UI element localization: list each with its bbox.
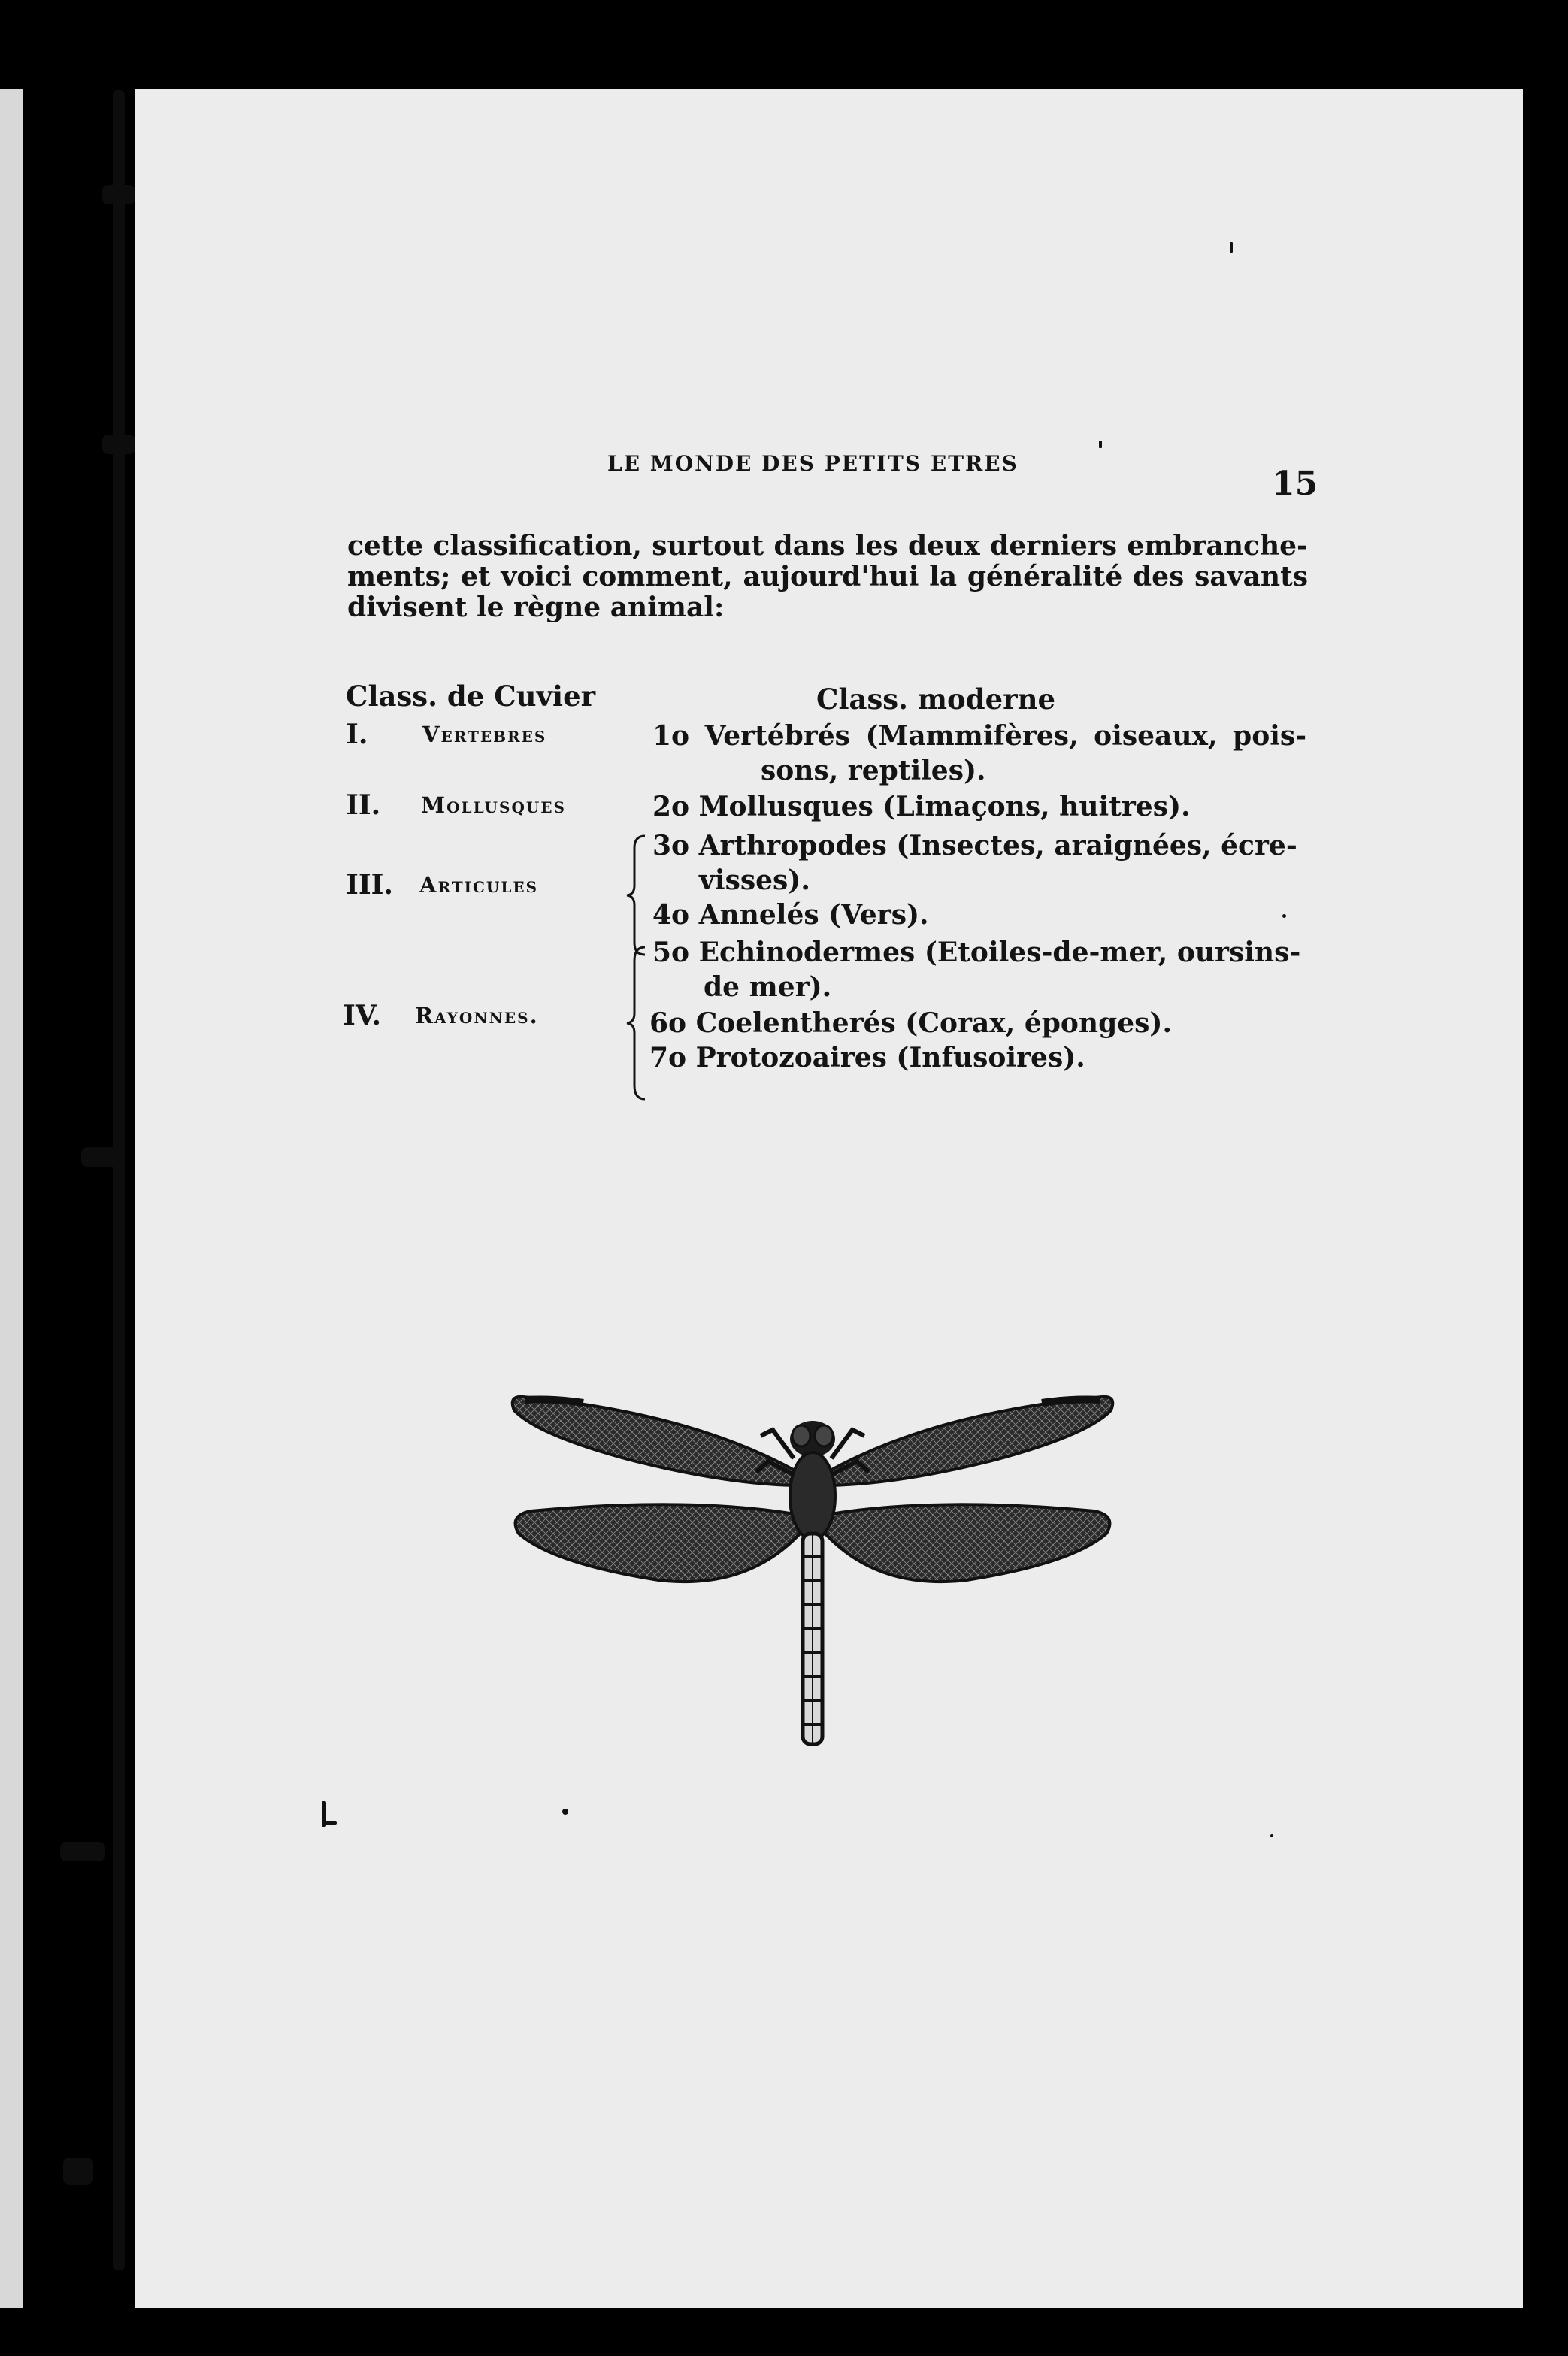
- cuvier-heading: Class. de Cuvier: [346, 680, 596, 713]
- modern-class-line: 2o Mollusques (Limaçons, huitres).: [652, 791, 1191, 822]
- group-numeral: I.: [346, 719, 368, 750]
- group-name: Rayonnes.: [415, 1003, 539, 1028]
- running-title: LE MONDE DES PETITS ETRES: [607, 451, 1019, 476]
- dragonfly-illustration: [508, 1383, 1117, 1752]
- group-name: Vertebres: [422, 722, 547, 747]
- binding-stitch: [60, 1842, 105, 1861]
- page-number: 15: [1272, 465, 1318, 503]
- modern-heading: Class. moderne: [816, 683, 1056, 716]
- modern-class-line: visses).: [699, 865, 810, 896]
- modern-class-line: 1o Vertébrés (Mammifères, oiseaux, pois-: [652, 720, 1307, 752]
- modern-class-line: 3o Arthropodes (Insectes, araignées, écre-: [652, 830, 1297, 862]
- binding-stitch: [102, 185, 135, 204]
- binding-spine: [113, 90, 125, 2270]
- binding-stitch: [63, 2158, 93, 2185]
- group-numeral: IV.: [343, 1000, 382, 1031]
- intro-paragraph: [347, 531, 1308, 623]
- speck: [1230, 242, 1233, 253]
- modern-class-line: sons, reptiles).: [761, 755, 986, 786]
- binding-stitch: [81, 1147, 120, 1167]
- intro-line: ments; et voici comment, aujourd'hui la généralité des savants: [347, 561, 1308, 592]
- brace-rayonnes: [625, 946, 648, 1101]
- group-numeral: III.: [346, 869, 394, 901]
- binding-edge: [0, 89, 23, 2308]
- modern-class-line: 4o Annelés (Vers).: [652, 899, 929, 931]
- intro-line: cette classification, surtout dans les deux derniers embranche-: [347, 530, 1308, 562]
- group-numeral: II.: [346, 789, 381, 821]
- speck: [1282, 914, 1286, 918]
- intro-line: divisent le règne animal:: [347, 592, 725, 623]
- group-name: Articules: [419, 872, 539, 898]
- speck: [323, 1821, 337, 1825]
- modern-class-line: de mer).: [704, 971, 832, 1003]
- brace-articules: [625, 834, 648, 956]
- book-page: [135, 89, 1523, 2308]
- speck: [1270, 1834, 1273, 1837]
- speck: [562, 1809, 568, 1815]
- group-name: Mollusques: [421, 792, 566, 818]
- binding-stitch: [102, 435, 135, 454]
- speck: [1099, 441, 1102, 448]
- modern-class-line: 7o Protozoaires (Infusoires).: [649, 1042, 1085, 1074]
- modern-class-line: 5o Echinodermes (Etoiles-de-mer, oursins-: [652, 937, 1301, 968]
- modern-class-line: 6o Coelentherés (Corax, éponges).: [649, 1007, 1172, 1039]
